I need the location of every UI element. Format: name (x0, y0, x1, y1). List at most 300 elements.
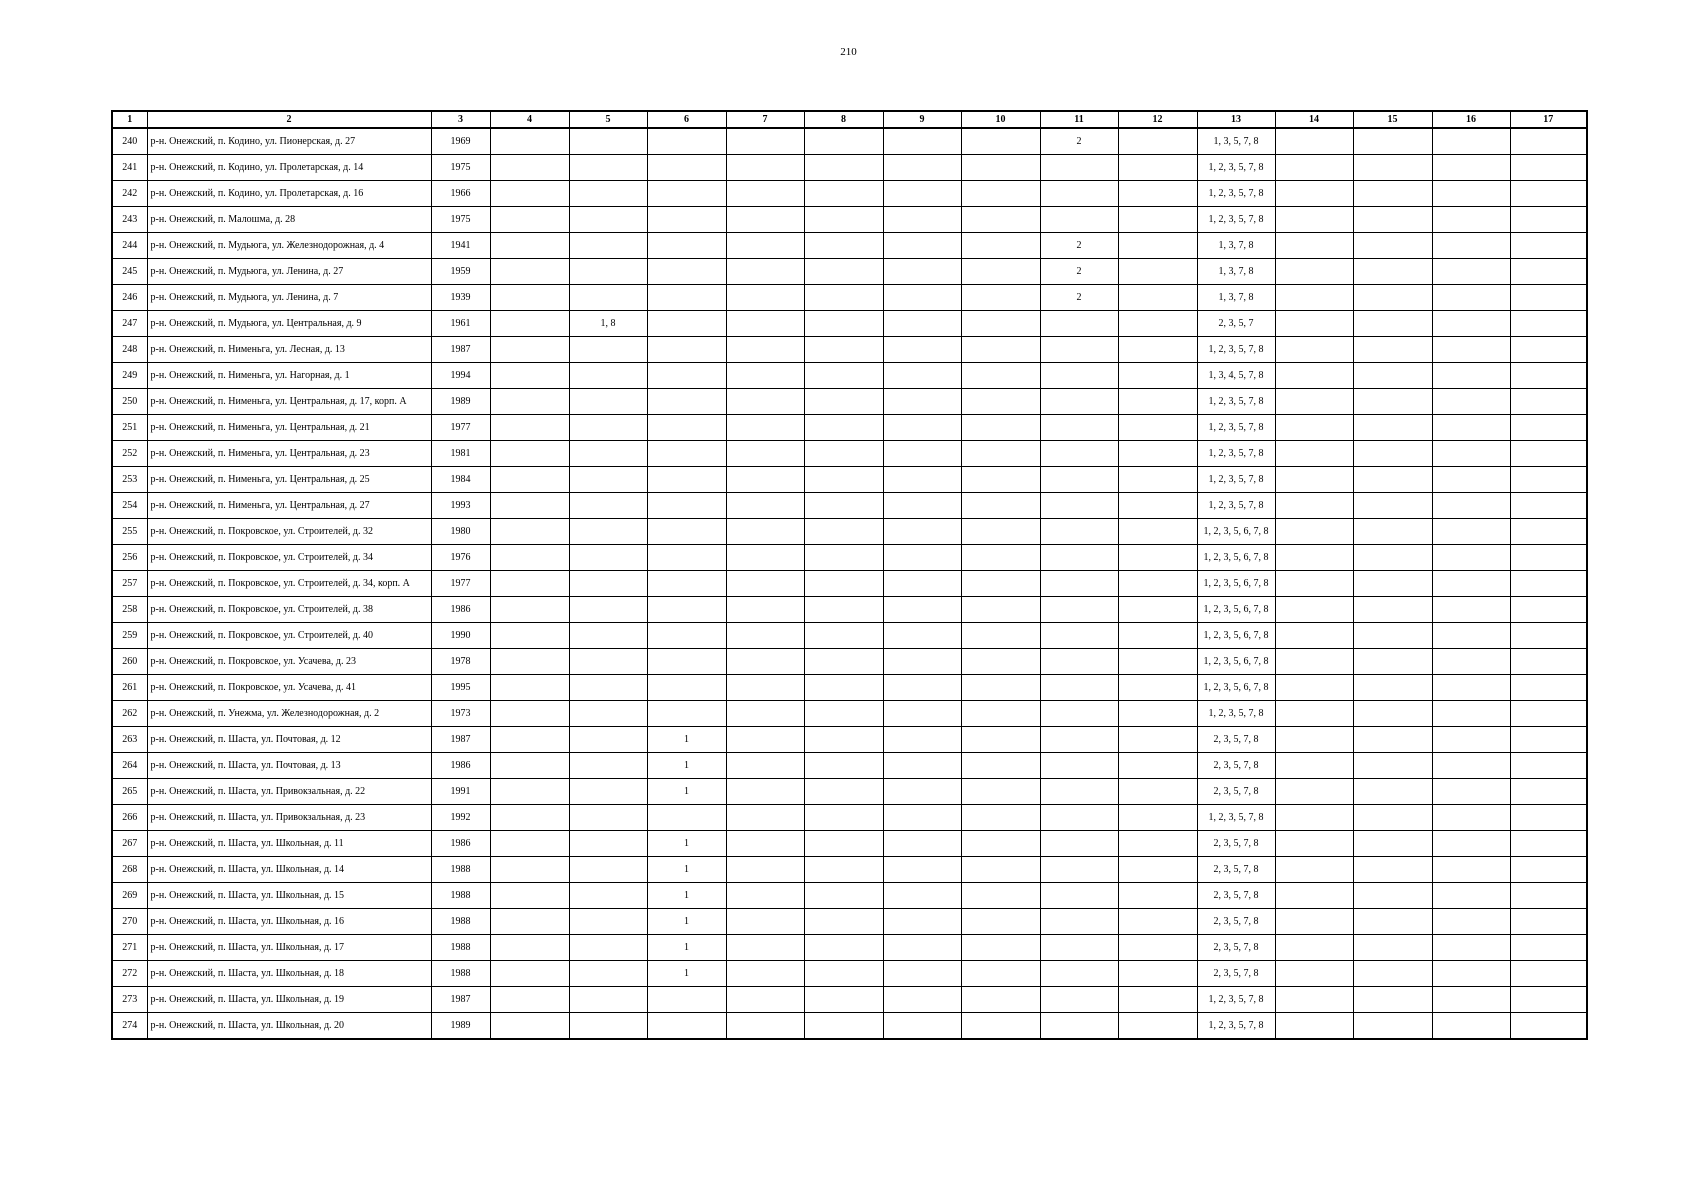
table-cell-col-11 (1040, 779, 1118, 805)
table-cell-col-13: 1, 2, 3, 5, 7, 8 (1197, 207, 1275, 233)
table-cell-col-11 (1040, 493, 1118, 519)
table-cell-col-6 (647, 311, 726, 337)
table-cell-col-2: р-н. Онежский, п. Покровское, ул. Строителей, д. 38 (147, 597, 431, 623)
table-cell-col-10 (961, 441, 1040, 467)
table-cell-col-3: 1989 (431, 389, 490, 415)
table-cell-col-10 (961, 753, 1040, 779)
table-cell-col-12 (1118, 155, 1197, 181)
table-cell-col-10 (961, 597, 1040, 623)
table-cell-col-17 (1510, 935, 1587, 961)
table-cell-col-2: р-н. Онежский, п. Покровское, ул. Строителей, д. 34 (147, 545, 431, 571)
table-cell-col-12 (1118, 779, 1197, 805)
table-cell-col-14 (1275, 883, 1353, 909)
table-cell-col-13: 1, 3, 7, 8 (1197, 233, 1275, 259)
table-cell-col-1: 242 (112, 181, 147, 207)
table-cell-col-10 (961, 389, 1040, 415)
table-cell-col-13: 1, 2, 3, 5, 7, 8 (1197, 805, 1275, 831)
table-cell-col-16 (1432, 493, 1510, 519)
table-cell-col-8 (804, 675, 883, 701)
table-cell-col-2: р-н. Онежский, п. Нименьга, ул. Центральная, д. 23 (147, 441, 431, 467)
table-cell-col-8 (804, 857, 883, 883)
table-cell-col-6 (647, 987, 726, 1013)
table-cell-col-1: 249 (112, 363, 147, 389)
table-cell-col-12 (1118, 623, 1197, 649)
table-cell-col-17 (1510, 701, 1587, 727)
table-cell-col-6 (647, 181, 726, 207)
table-cell-col-3: 1980 (431, 519, 490, 545)
table-cell-col-10 (961, 1013, 1040, 1040)
table-cell-col-5 (569, 363, 647, 389)
table-cell-col-5 (569, 675, 647, 701)
table-cell-col-8 (804, 623, 883, 649)
table-cell-col-5 (569, 805, 647, 831)
table-cell-col-16 (1432, 987, 1510, 1013)
table-cell-col-11 (1040, 597, 1118, 623)
table-cell-col-2: р-н. Онежский, п. Покровское, ул. Строителей, д. 40 (147, 623, 431, 649)
table-cell-col-3: 1988 (431, 857, 490, 883)
table-cell-col-2: р-н. Онежский, п. Нименьга, ул. Центральная, д. 17, корп. А (147, 389, 431, 415)
table-cell-col-4 (490, 779, 569, 805)
table-cell-col-13: 2, 3, 5, 7 (1197, 311, 1275, 337)
table-cell-col-12 (1118, 415, 1197, 441)
table-cell-col-7 (726, 285, 804, 311)
table-cell-col-7 (726, 883, 804, 909)
table-cell-col-5 (569, 233, 647, 259)
table-cell-col-7 (726, 519, 804, 545)
table-cell-col-10 (961, 259, 1040, 285)
table-cell-col-16 (1432, 909, 1510, 935)
table-cell-col-7 (726, 259, 804, 285)
table-cell-col-12 (1118, 337, 1197, 363)
table-cell-col-16 (1432, 701, 1510, 727)
table-cell-col-1: 252 (112, 441, 147, 467)
table-cell-col-1: 260 (112, 649, 147, 675)
table-cell-col-3: 1986 (431, 597, 490, 623)
table-cell-col-7 (726, 649, 804, 675)
table-cell-col-15 (1353, 753, 1432, 779)
table-cell-col-3: 1989 (431, 1013, 490, 1040)
table-cell-col-17 (1510, 883, 1587, 909)
table-cell-col-15 (1353, 909, 1432, 935)
table-cell-col-12 (1118, 857, 1197, 883)
table-cell-col-10 (961, 363, 1040, 389)
table-cell-col-16 (1432, 883, 1510, 909)
table-cell-col-16 (1432, 337, 1510, 363)
table-cell-col-1: 258 (112, 597, 147, 623)
table-cell-col-2: р-н. Онежский, п. Шаста, ул. Привокзальная, д. 22 (147, 779, 431, 805)
table-cell-col-7 (726, 233, 804, 259)
table-cell-col-4 (490, 987, 569, 1013)
table-cell-col-2: р-н. Онежский, п. Шаста, ул. Школьная, д. 20 (147, 1013, 431, 1040)
table-cell-col-6 (647, 128, 726, 155)
table-cell-col-5 (569, 285, 647, 311)
table-cell-col-10 (961, 233, 1040, 259)
table-cell-col-12 (1118, 233, 1197, 259)
table-cell-col-15 (1353, 441, 1432, 467)
table-cell-col-17 (1510, 155, 1587, 181)
table-cell-col-17 (1510, 285, 1587, 311)
table-cell-col-8 (804, 415, 883, 441)
table-cell-col-2: р-н. Онежский, п. Кодино, ул. Пролетарская, д. 14 (147, 155, 431, 181)
table-cell-col-14 (1275, 363, 1353, 389)
table-cell-col-13: 1, 2, 3, 5, 7, 8 (1197, 441, 1275, 467)
table-row (112, 857, 1587, 883)
table-cell-col-8 (804, 155, 883, 181)
table-cell-col-7 (726, 857, 804, 883)
column-header-9: 9 (883, 111, 961, 128)
table-cell-col-14 (1275, 805, 1353, 831)
table-cell-col-8 (804, 233, 883, 259)
table-cell-col-5 (569, 128, 647, 155)
table-cell-col-12 (1118, 571, 1197, 597)
table-cell-col-11 (1040, 1013, 1118, 1040)
table-cell-col-8 (804, 753, 883, 779)
table-cell-col-12 (1118, 311, 1197, 337)
table-cell-col-14 (1275, 519, 1353, 545)
table-cell-col-6 (647, 441, 726, 467)
table-cell-col-9 (883, 467, 961, 493)
table-cell-col-12 (1118, 493, 1197, 519)
table-cell-col-9 (883, 805, 961, 831)
table-cell-col-1: 243 (112, 207, 147, 233)
table-cell-col-9 (883, 779, 961, 805)
table-cell-col-11: 2 (1040, 259, 1118, 285)
table-row (112, 207, 1587, 233)
table-cell-col-16 (1432, 805, 1510, 831)
table-cell-col-12 (1118, 805, 1197, 831)
table-cell-col-5 (569, 155, 647, 181)
table-cell-col-8 (804, 207, 883, 233)
table-cell-col-2: р-н. Онежский, п. Малошма, д. 28 (147, 207, 431, 233)
table-row (112, 181, 1587, 207)
table-cell-col-14 (1275, 441, 1353, 467)
table-cell-col-6 (647, 467, 726, 493)
table-cell-col-5 (569, 935, 647, 961)
table-cell-col-3: 1991 (431, 779, 490, 805)
table-cell-col-9 (883, 207, 961, 233)
table-cell-col-11 (1040, 311, 1118, 337)
table-cell-col-3: 1978 (431, 649, 490, 675)
table-cell-col-17 (1510, 363, 1587, 389)
column-header-4: 4 (490, 111, 569, 128)
table-cell-col-7 (726, 805, 804, 831)
table-cell-col-17 (1510, 441, 1587, 467)
table-cell-col-13: 1, 3, 4, 5, 7, 8 (1197, 363, 1275, 389)
table-cell-col-4 (490, 415, 569, 441)
table-cell-col-4 (490, 701, 569, 727)
table-cell-col-17 (1510, 805, 1587, 831)
table-cell-col-2: р-н. Онежский, п. Мудьюга, ул. Ленина, д. 27 (147, 259, 431, 285)
table-cell-col-15 (1353, 545, 1432, 571)
table-cell-col-12 (1118, 441, 1197, 467)
table-cell-col-1: 274 (112, 1013, 147, 1040)
table-cell-col-7 (726, 441, 804, 467)
table-cell-col-6 (647, 233, 726, 259)
table-cell-col-4 (490, 467, 569, 493)
table-cell-col-7 (726, 727, 804, 753)
table-cell-col-3: 1987 (431, 727, 490, 753)
table-cell-col-13: 1, 2, 3, 5, 6, 7, 8 (1197, 519, 1275, 545)
table-cell-col-1: 244 (112, 233, 147, 259)
table-cell-col-5 (569, 779, 647, 805)
table-cell-col-13: 1, 2, 3, 5, 7, 8 (1197, 181, 1275, 207)
table-cell-col-9 (883, 493, 961, 519)
table-cell-col-7 (726, 987, 804, 1013)
table-cell-col-13: 2, 3, 5, 7, 8 (1197, 935, 1275, 961)
table-cell-col-3: 1986 (431, 831, 490, 857)
table-cell-col-12 (1118, 1013, 1197, 1040)
table-cell-col-1: 264 (112, 753, 147, 779)
table-cell-col-14 (1275, 831, 1353, 857)
table-cell-col-10 (961, 649, 1040, 675)
table-cell-col-15 (1353, 831, 1432, 857)
table-cell-col-9 (883, 155, 961, 181)
table-cell-col-7 (726, 831, 804, 857)
table-cell-col-2: р-н. Онежский, п. Нименьга, ул. Нагорная, д. 1 (147, 363, 431, 389)
table-cell-col-10 (961, 545, 1040, 571)
table-cell-col-7 (726, 961, 804, 987)
table-cell-col-12 (1118, 649, 1197, 675)
table-cell-col-9 (883, 337, 961, 363)
table-cell-col-17 (1510, 753, 1587, 779)
table-cell-col-8 (804, 467, 883, 493)
table-cell-col-5 (569, 701, 647, 727)
table-cell-col-11 (1040, 623, 1118, 649)
table-cell-col-3: 1973 (431, 701, 490, 727)
table-cell-col-9 (883, 285, 961, 311)
table-cell-col-7 (726, 207, 804, 233)
table-cell-col-6: 1 (647, 727, 726, 753)
table-cell-col-5 (569, 597, 647, 623)
table-cell-col-13: 1, 2, 3, 5, 7, 8 (1197, 1013, 1275, 1040)
table-row (112, 285, 1587, 311)
table-cell-col-1: 267 (112, 831, 147, 857)
table-cell-col-10 (961, 935, 1040, 961)
table-cell-col-1: 251 (112, 415, 147, 441)
table-cell-col-15 (1353, 389, 1432, 415)
table-cell-col-7 (726, 337, 804, 363)
table-cell-col-4 (490, 831, 569, 857)
table-cell-col-6 (647, 519, 726, 545)
table-row (112, 337, 1587, 363)
table-cell-col-5 (569, 519, 647, 545)
table-cell-col-5 (569, 909, 647, 935)
table-cell-col-17 (1510, 571, 1587, 597)
table-cell-col-14 (1275, 493, 1353, 519)
table-cell-col-13: 1, 2, 3, 5, 7, 8 (1197, 987, 1275, 1013)
table-cell-col-1: 247 (112, 311, 147, 337)
table-cell-col-16 (1432, 649, 1510, 675)
table-cell-col-9 (883, 389, 961, 415)
table-cell-col-5 (569, 883, 647, 909)
table-cell-col-17 (1510, 207, 1587, 233)
table-cell-col-5 (569, 467, 647, 493)
table-cell-col-17 (1510, 779, 1587, 805)
table-cell-col-14 (1275, 571, 1353, 597)
table-cell-col-9 (883, 181, 961, 207)
table-cell-col-2: р-н. Онежский, п. Мудьюга, ул. Ленина, д. 7 (147, 285, 431, 311)
table-cell-col-16 (1432, 727, 1510, 753)
table-cell-col-15 (1353, 415, 1432, 441)
table-cell-col-10 (961, 311, 1040, 337)
table-cell-col-12 (1118, 467, 1197, 493)
table-cell-col-15 (1353, 727, 1432, 753)
table-cell-col-1: 272 (112, 961, 147, 987)
table-cell-col-17 (1510, 259, 1587, 285)
table-row (112, 155, 1587, 181)
table-header (112, 111, 1587, 128)
table-cell-col-10 (961, 571, 1040, 597)
table-cell-col-5 (569, 181, 647, 207)
table-cell-col-15 (1353, 363, 1432, 389)
table-row (112, 727, 1587, 753)
table-cell-col-3: 1992 (431, 805, 490, 831)
table-cell-col-11 (1040, 805, 1118, 831)
table-cell-col-16 (1432, 1013, 1510, 1040)
table-cell-col-3: 1990 (431, 623, 490, 649)
table-cell-col-7 (726, 155, 804, 181)
table-cell-col-12 (1118, 259, 1197, 285)
table-cell-col-4 (490, 961, 569, 987)
table-cell-col-1: 248 (112, 337, 147, 363)
table-cell-col-1: 271 (112, 935, 147, 961)
table-cell-col-17 (1510, 415, 1587, 441)
table-cell-col-3: 1961 (431, 311, 490, 337)
table-cell-col-2: р-н. Онежский, п. Мудьюга, ул. Железнодорожная, д. 4 (147, 233, 431, 259)
table-cell-col-9 (883, 1013, 961, 1040)
table-cell-col-14 (1275, 935, 1353, 961)
table-cell-col-10 (961, 805, 1040, 831)
table-row (112, 389, 1587, 415)
table-cell-col-10 (961, 779, 1040, 805)
table-cell-col-8 (804, 1013, 883, 1040)
table-cell-col-13: 1, 2, 3, 5, 6, 7, 8 (1197, 597, 1275, 623)
table-cell-col-13: 1, 2, 3, 5, 7, 8 (1197, 493, 1275, 519)
table-cell-col-7 (726, 909, 804, 935)
table-cell-col-9 (883, 909, 961, 935)
table-cell-col-4 (490, 519, 569, 545)
table-cell-col-4 (490, 935, 569, 961)
table-cell-col-16 (1432, 128, 1510, 155)
table-cell-col-15 (1353, 571, 1432, 597)
table-cell-col-2: р-н. Онежский, п. Нименьга, ул. Лесная, д. 13 (147, 337, 431, 363)
table-cell-col-11 (1040, 389, 1118, 415)
table-cell-col-10 (961, 987, 1040, 1013)
table-cell-col-3: 1988 (431, 961, 490, 987)
table-cell-col-3: 1941 (431, 233, 490, 259)
table-cell-col-4 (490, 259, 569, 285)
table-cell-col-2: р-н. Онежский, п. Шаста, ул. Школьная, д. 15 (147, 883, 431, 909)
table-cell-col-10 (961, 415, 1040, 441)
table-cell-col-8 (804, 987, 883, 1013)
table-cell-col-17 (1510, 519, 1587, 545)
table-cell-col-6 (647, 805, 726, 831)
table-cell-col-15 (1353, 935, 1432, 961)
table-cell-col-1: 246 (112, 285, 147, 311)
table-cell-col-5 (569, 987, 647, 1013)
table-cell-col-11 (1040, 649, 1118, 675)
table-cell-col-3: 1987 (431, 987, 490, 1013)
table-cell-col-7 (726, 181, 804, 207)
table-cell-col-10 (961, 285, 1040, 311)
table-cell-col-6 (647, 363, 726, 389)
table-cell-col-4 (490, 909, 569, 935)
table-cell-col-1: 269 (112, 883, 147, 909)
table-row (112, 961, 1587, 987)
table-cell-col-7 (726, 571, 804, 597)
table-cell-col-16 (1432, 675, 1510, 701)
table-cell-col-17 (1510, 181, 1587, 207)
table-cell-col-12 (1118, 181, 1197, 207)
table-cell-col-10 (961, 909, 1040, 935)
table-cell-col-13: 1, 2, 3, 5, 6, 7, 8 (1197, 649, 1275, 675)
table-cell-col-12 (1118, 285, 1197, 311)
table-cell-col-11 (1040, 545, 1118, 571)
table-cell-col-14 (1275, 961, 1353, 987)
table-cell-col-10 (961, 623, 1040, 649)
table-cell-col-10 (961, 155, 1040, 181)
table-cell-col-11 (1040, 857, 1118, 883)
column-header-16: 16 (1432, 111, 1510, 128)
table-cell-col-10 (961, 467, 1040, 493)
table-cell-col-16 (1432, 389, 1510, 415)
table-cell-col-15 (1353, 493, 1432, 519)
table-cell-col-17 (1510, 623, 1587, 649)
table-cell-col-5 (569, 571, 647, 597)
table-cell-col-7 (726, 1013, 804, 1040)
table-cell-col-14 (1275, 259, 1353, 285)
table-cell-col-8 (804, 909, 883, 935)
table-cell-col-15 (1353, 285, 1432, 311)
table-cell-col-14 (1275, 285, 1353, 311)
table-cell-col-1: 259 (112, 623, 147, 649)
table-cell-col-13: 1, 2, 3, 5, 7, 8 (1197, 155, 1275, 181)
table-cell-col-17 (1510, 467, 1587, 493)
table-cell-col-15 (1353, 337, 1432, 363)
table-cell-col-13: 2, 3, 5, 7, 8 (1197, 753, 1275, 779)
table-cell-col-15 (1353, 701, 1432, 727)
table-cell-col-12 (1118, 831, 1197, 857)
table-cell-col-9 (883, 623, 961, 649)
table-cell-col-13: 2, 3, 5, 7, 8 (1197, 909, 1275, 935)
table-cell-col-12 (1118, 935, 1197, 961)
table-cell-col-17 (1510, 831, 1587, 857)
table-cell-col-11 (1040, 753, 1118, 779)
table-cell-col-6: 1 (647, 831, 726, 857)
table-cell-col-14 (1275, 545, 1353, 571)
table-cell-col-4 (490, 571, 569, 597)
table-cell-col-3: 1993 (431, 493, 490, 519)
table-cell-col-1: 263 (112, 727, 147, 753)
table-cell-col-14 (1275, 987, 1353, 1013)
table-cell-col-7 (726, 545, 804, 571)
table-cell-col-17 (1510, 961, 1587, 987)
table-cell-col-1: 254 (112, 493, 147, 519)
table-cell-col-3: 1969 (431, 128, 490, 155)
table-cell-col-2: р-н. Онежский, п. Мудьюга, ул. Центральная, д. 9 (147, 311, 431, 337)
table-row (112, 753, 1587, 779)
table-cell-col-10 (961, 701, 1040, 727)
table-cell-col-7 (726, 753, 804, 779)
table-cell-col-9 (883, 701, 961, 727)
table-cell-col-8 (804, 441, 883, 467)
table-cell-col-7 (726, 701, 804, 727)
table-cell-col-13: 2, 3, 5, 7, 8 (1197, 727, 1275, 753)
table-cell-col-6 (647, 389, 726, 415)
table-cell-col-3: 1966 (431, 181, 490, 207)
table-cell-col-15 (1353, 155, 1432, 181)
table-cell-col-2: р-н. Онежский, п. Кодино, ул. Пионерская, д. 27 (147, 128, 431, 155)
